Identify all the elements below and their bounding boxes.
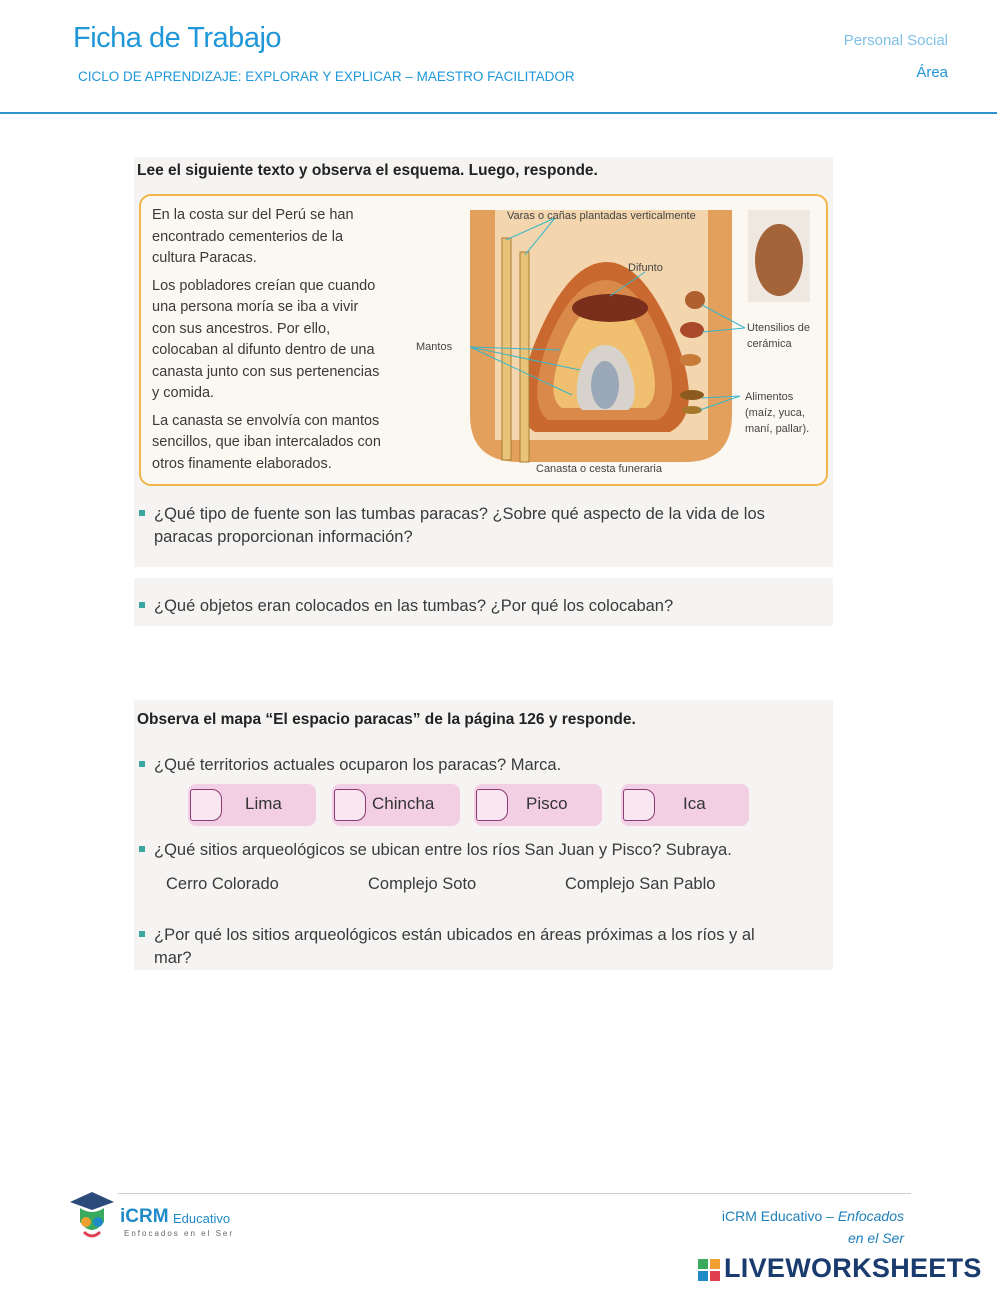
text-line: sencillos, que iban intercalados con xyxy=(152,434,381,450)
checkbox-lima[interactable] xyxy=(190,789,222,821)
text-line: encontrado cementerios de la xyxy=(152,228,344,245)
pot-3 xyxy=(679,354,701,366)
section1-instruction: Lee el siguiente texto y observa el esquema. Luego, responde. xyxy=(137,162,598,179)
label-canasta: Canasta o cesta funeraria xyxy=(536,463,662,475)
text-line: una persona moría se iba a vivir xyxy=(152,299,359,315)
question-sites xyxy=(139,839,732,862)
question-text: ¿Qué territorios actuales ocuparon los paracas? Marca. xyxy=(154,756,562,774)
question-text: ¿Qué sitios arqueológicos se ubican entre los ríos San Juan y Pisco? Subraya. xyxy=(154,841,732,859)
question-tomb-objects xyxy=(139,595,673,618)
footer-dash: – xyxy=(822,1208,838,1224)
footer-brand xyxy=(722,1205,904,1249)
option-label: Pisco xyxy=(526,794,568,813)
pot-2 xyxy=(680,322,704,338)
site-complejo-soto[interactable]: Complejo Soto xyxy=(368,875,477,893)
option-chincha[interactable] xyxy=(332,784,460,826)
bullet-icon xyxy=(139,846,145,852)
label-mantos: Mantos xyxy=(416,341,453,353)
checkbox-ica[interactable] xyxy=(623,789,655,821)
bullet-icon xyxy=(139,931,145,937)
option-label: Lima xyxy=(245,794,282,813)
bullet-icon xyxy=(139,761,145,767)
question-text: ¿Qué tipo de fuente son las tumbas paracas? ¿Sobre qué aspecto de la vida de los xyxy=(154,505,765,523)
question-tomb-source xyxy=(139,503,765,549)
tomb-diagram xyxy=(416,200,825,482)
bullet-icon xyxy=(139,602,145,608)
text-line: y comida. xyxy=(152,385,215,401)
text-line: En la costa sur del Perú se han xyxy=(152,207,354,223)
text-line: con sus ancestros. Por ello, xyxy=(152,320,331,337)
checkbox-pisco[interactable] xyxy=(476,789,508,821)
option-pisco[interactable] xyxy=(474,784,602,826)
label-varas: Varas o cañas plantadas verticalmente xyxy=(507,210,696,222)
header-divider xyxy=(0,112,997,114)
food-2 xyxy=(682,406,702,414)
question-text: ¿Por qué los sitios arqueológicos están ubicados en áreas próximas a los ríos y al xyxy=(154,926,755,944)
liveworksheets-logo: LIVEWORKSHEETS xyxy=(724,1253,982,1283)
mummy-photo-figure xyxy=(755,224,803,296)
text-line: La canasta se envolvía con mantos xyxy=(152,412,380,429)
dark-top xyxy=(572,294,648,322)
label-alimentos-2: (maíz, yuca, xyxy=(745,407,805,419)
icrm-logo-educativo: Educativo xyxy=(173,1211,231,1226)
liveworksheets-icon xyxy=(698,1259,720,1281)
icrm-logo-text: iCRM xyxy=(120,1206,169,1227)
footer-brand-italic: Enfocados xyxy=(837,1208,904,1224)
question-text: ¿Qué objetos eran colocados en las tumbas? ¿Por qué los colocaban? xyxy=(154,597,674,615)
label-alimentos-1: Alimentos xyxy=(745,391,794,403)
question-rivers xyxy=(139,924,755,970)
footer-brand-name: iCRM Educativo xyxy=(721,1208,823,1224)
icrm-logo-tagline: Enfocados en el Ser xyxy=(124,1229,235,1238)
option-lima[interactable] xyxy=(188,784,316,826)
checkbox-chincha[interactable] xyxy=(334,789,366,821)
text-line: otros finamente elaborados. xyxy=(152,455,332,472)
label-utensilios-1: Utensilios de xyxy=(747,322,810,334)
text-line: cultura Paracas. xyxy=(152,250,257,266)
page-subtitle: CICLO DE APRENDIZAJE: EXPLORAR Y EXPLICAR – MAESTRO FACILITADOR xyxy=(78,69,575,84)
tomb-diagram-svg xyxy=(416,200,825,482)
icrm-logo-mark xyxy=(66,1188,118,1240)
option-label: Ica xyxy=(683,794,706,813)
text-line: colocaban al difunto dentro de una xyxy=(152,342,375,358)
area-label: Área xyxy=(916,64,948,81)
food-1 xyxy=(680,390,704,400)
cane-left xyxy=(502,238,511,460)
label-utensilios-2: cerámica xyxy=(747,338,792,350)
footer-brand-italic: en el Ser xyxy=(847,1230,904,1246)
reading-text xyxy=(152,205,381,475)
bullet-icon xyxy=(139,510,145,516)
question-text: mar? xyxy=(154,949,192,967)
option-label: Chincha xyxy=(372,794,435,813)
option-ica[interactable] xyxy=(621,784,749,826)
subject-label: Personal Social xyxy=(843,32,948,49)
page-title: Ficha de Trabajo xyxy=(73,22,282,54)
text-line: canasta junto con sus pertenencias xyxy=(152,363,380,380)
site-cerro-colorado[interactable]: Cerro Colorado xyxy=(166,875,279,893)
pot-1 xyxy=(685,291,705,309)
text-line: Los pobladores creían que cuando xyxy=(152,277,376,294)
label-difunto: Difunto xyxy=(628,262,663,274)
question-territories xyxy=(139,754,561,777)
label-alimentos-3: maní, pallar). xyxy=(745,423,810,435)
cane-right xyxy=(520,252,529,462)
section2-instruction: Observa el mapa “El espacio paracas” de la página 126 y responde. xyxy=(137,711,636,728)
mummy-figure xyxy=(591,361,619,409)
site-complejo-san-pablo[interactable]: Complejo San Pablo xyxy=(565,875,716,893)
footer-divider xyxy=(118,1193,911,1194)
question-text: paracas proporcionan información? xyxy=(154,528,413,546)
